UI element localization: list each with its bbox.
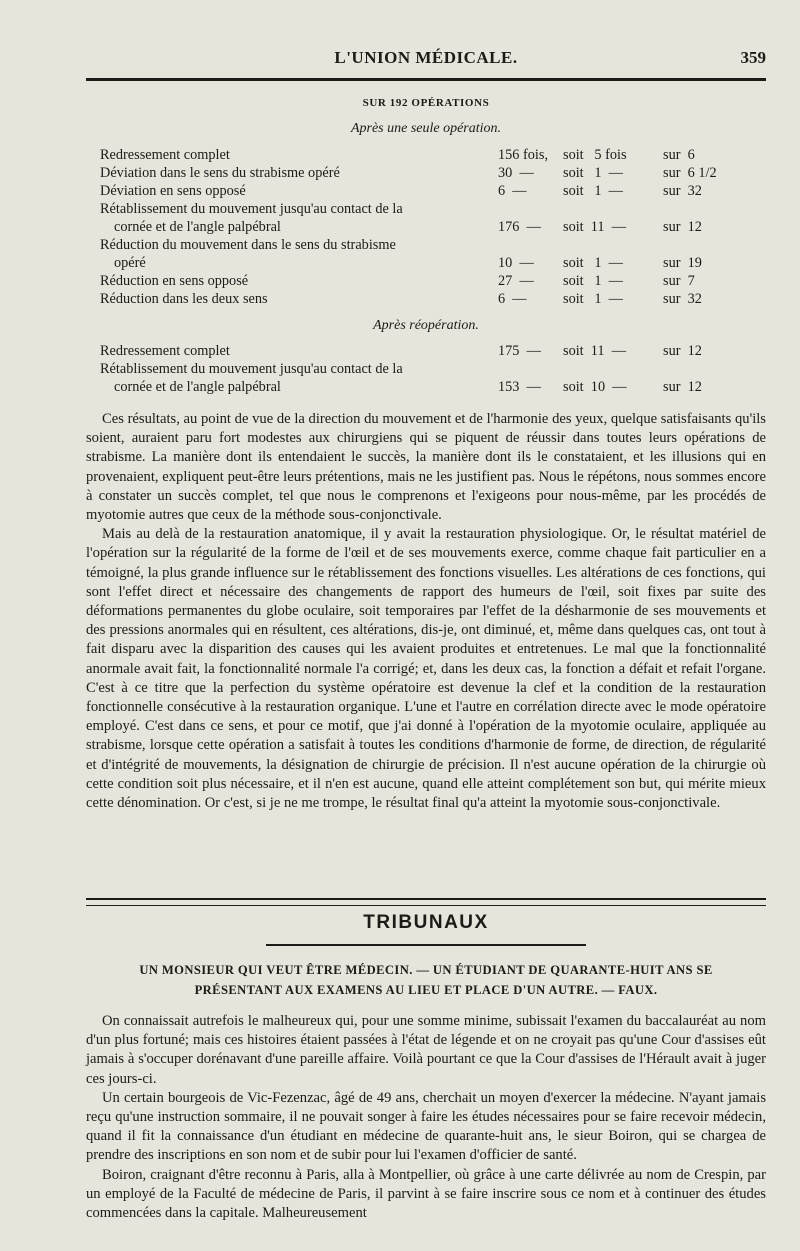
operation-num: 10 — [498,255,534,271]
operation-sur: sur 12 [663,379,702,395]
operation-num: 6 — [498,183,527,199]
operation-soit: soit 1 — [563,273,623,289]
operation-num: 27 — [498,273,534,289]
operations-table-1 [100,146,765,308]
operation-sur: sur 7 [663,273,695,289]
operation-soit: soit 5 fois [563,147,627,163]
operation-row [100,342,765,360]
section-divider [86,898,766,906]
paragraph: On connaissait autrefois le malheureux qui, pour une somme minime, subissait l'examen du baccalauréat au nom d'un plus fortuné; mais ces histoires étaient passées à l'état de légende et on ne croyait pas qu'une Cour d'assises eût jamais à s'occuper dorénavant d'une pareille affaire. Voilà pourtant ce que la Cour d'assises de l'Hérault avait à juger ces jours-ci. [86,1013,766,1087]
label-text: Rétablissement du mouvement jusqu'au contact de la [100,361,403,377]
operation-row [100,146,765,164]
subhead-reoperation: Après réopération. [373,318,479,333]
operation-num: 153 — [498,379,541,395]
operation-row [100,164,765,182]
operation-sur: sur 6 1/2 [663,165,717,181]
commentary-text [86,410,766,813]
operation-sur: sur 12 [663,219,702,235]
operation-label [100,342,498,360]
label-text: Redressement complet [100,343,230,359]
article-body [86,1012,766,1223]
operation-sur: sur 32 [663,183,702,199]
label-text: Déviation dans le sens du strabisme opéré [100,165,340,181]
paragraph: Boiron, craignant d'être reconnu à Paris, alla à Montpellier, où grâce à une carte délivrée au nom de Crespin, par un employé de la Faculté de médecine de Paris, il parvint à se faire inscrire sous ce nom et à continuer des études commencées dans la capitale. Malheureusement [86,1166,766,1222]
operations-table-2 [100,342,765,396]
label-text: Réduction en sens opposé [100,273,249,289]
operation-row [100,290,765,308]
operation-row [100,360,765,396]
operation-num: 175 — [498,343,541,359]
operation-label [100,200,498,236]
operation-row [100,272,765,290]
label-text: Rétablissement du mouvement jusqu'au contact de la [100,201,403,217]
operation-sur: sur 6 [663,147,695,163]
label-text: Réduction du mouvement dans le sens du strabisme [100,237,396,253]
operation-num: 6 — [498,291,527,307]
section-title-underline [266,944,586,946]
operation-sur: sur 19 [663,255,702,271]
operation-num: 156 fois, [498,147,549,163]
label-text: Déviation en sens opposé [100,183,246,199]
section-title: TRIBUNAUX [363,912,489,933]
operation-label [100,164,498,182]
operation-num: 176 — [498,219,541,235]
article-headline [86,960,766,1000]
operation-label [100,182,498,200]
paragraph: Un certain bourgeois de Vic-Fezenzac, âgé de 49 ans, cherchait un moyen d'exercer la médecine. N'ayant jamais reçu qu'une instruction sommaire, il ne pouvait songer à faire les études nécessaires pour se faire recevoir médecin, quand il fit la connaissance d'un étudiant en médecine de quarante-huit ans, le sieur Boiron, qui se chargea de prendre des inscriptions en son nom et de subir pour lui l'examen d'officier de santé. [86,1089,766,1164]
operations-heading: SUR 192 OPÉRATIONS [362,97,490,109]
operation-sur: sur 12 [663,343,702,359]
operation-row [100,236,765,272]
operation-row [100,182,765,200]
label-continuation: opéré [114,255,146,271]
operation-soit: soit 1 — [563,291,623,307]
operation-label [100,146,498,164]
operation-soit: soit 10 — [563,379,627,395]
page-number: 359 [740,48,766,67]
operation-soit: soit 1 — [563,165,623,181]
operation-soit: soit 11 — [563,343,627,359]
operation-label [100,272,498,290]
operation-soit: soit 1 — [563,255,623,271]
operation-label [100,236,498,272]
operation-soit: soit 1 — [563,183,623,199]
operation-row [100,200,765,236]
operation-soit: soit 11 — [563,219,627,235]
label-continuation: cornée et de l'angle palpébral [114,219,281,235]
label-text: Réduction dans les deux sens [100,291,268,307]
paragraph: Ces résultats, au point de vue de la direction du mouvement et de l'harmonie des yeux, quelque satisfaisants qu'ils soient, auraient paru fort modestes aux chirurgiens qui se piquent de réussir dans toutes leurs opérations de strabisme. La manière dont ils entendaient le succès, la manière dont ils le constataient, et les illusions qui en provenaient, expliquent peut-être leurs prétentions, mais ne les justifient pas. Nous le répétons, nous sommes encore à constater un succès complet, tel que nous le comprenons et l'exigeons pour nous-même, par les procédés de myotomie autres que ceux de la méthode sous-conjonctivale. [86,411,766,524]
operation-label [100,290,498,308]
operation-num: 30 — [498,165,534,181]
paragraph: Mais au delà de la restauration anatomique, il y avait la restauration physiologique. Or, le résultat matériel de l'opération sur la régularité de la forme de l'œil et de ses mouvements exerce, comme chaque fait particulier en a témoigné, la plus grande influence sur le rétablissement des fonctions visuelles. Les altérations de ces fonctions, qui sont l'effet direct et nécessaire des changements de rapport des humeurs de l'œil, soit fixes par suite des déformations permanentes du globe oculaire, soit temporaires par l'effet de la désharmonie de ses mouvements et des pressions anormales qui en résultent, ces altérations, dis-je, ont diminué, et, même dans quelques cas, ont tout à fait disparu avec la disparition des causes qui les avaient produites et entretenues. Le mal que la fonctionnalité anormale avait fait, la fonctionnalité normale l'a corrigé; et, dans les deux cas, la fonction a défait et refait l'organe. C'est à ce titre que la perfection du système opératoire est devenue la clef et la condition de la restauration fonctionnelle consécutive à la restauration organique. L'une et l'autre en corrélation directe avec le mode opératoire employé. C'est dans ce sens, et pour ce motif, que j'ai donné à l'opération de la myotomie oculaire, appliquée au strabisme, lorsque cette opération a satisfait à toutes les conditions d'harmonie de forme, de direction, de régularité et d'intégrité de mouvements, la désignation de chirurgie de précision. Il n'est aucune opération de la chirurgie où cette condition soit plus nécessaire, et il n'en est aucune, quand elle atteint complétement son but, qui mérite mieux cette dénomination. Or c'est, si je ne me trompe, le résultat final qu'a atteint la myotomie sous-conjonctivale. [86,526,766,812]
headline-line: PRÉSENTANT AUX EXAMENS AU LIEU ET PLACE D'UN AUTRE. — FAUX. [194,983,658,997]
headline-line: UN MONSIEUR QUI VEUT ÊTRE MÉDECIN. — UN ÉTUDIANT DE QUARANTE-HUIT ANS SE [139,963,713,977]
label-text: Redressement complet [100,147,230,163]
label-continuation: cornée et de l'angle palpébral [114,379,281,395]
operation-sur: sur 32 [663,291,702,307]
journal-title: L'UNION MÉDICALE. [334,48,518,67]
operation-label [100,360,498,396]
subhead-single-operation: Après une seule opération. [350,121,502,136]
header-rule [86,78,766,81]
running-header [86,48,766,74]
